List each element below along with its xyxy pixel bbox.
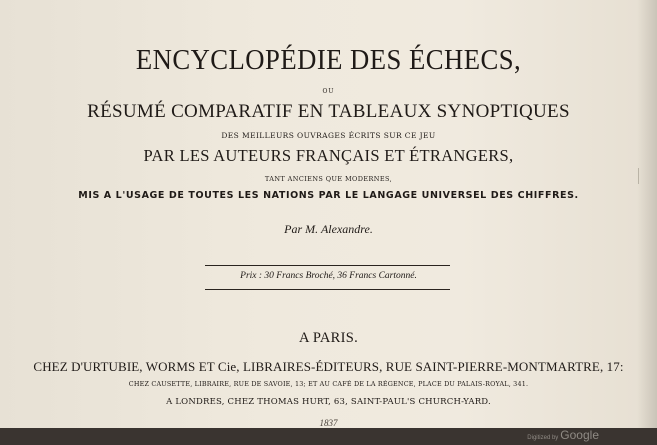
publisher-line-2: CHEZ CAUSETTE, LIBRAIRE, RUE DE SAVOIE, 13; ET AU CAFÉ DE LA RÉGENCE, PLACE DU PALAIS-ROYAL, 341. bbox=[128, 380, 529, 388]
price-rule-top bbox=[205, 265, 450, 266]
watermark-name: Google bbox=[560, 428, 599, 442]
watermark-prefix: Digitized by bbox=[527, 435, 559, 441]
publisher-line-3: A LONDRES, CHEZ THOMAS HURT, 63, SAINT-PAUL'S CHURCH-YARD. bbox=[166, 397, 491, 407]
publisher-line-1: CHEZ D'URTUBIE, WORMS ET Cie, LIBRAIRES-ÉDITEURS, RUE SAINT-PIERRE-MONTMARTRE, 17: bbox=[33, 359, 624, 374]
title-connector: OU bbox=[322, 88, 335, 95]
digitization-watermark bbox=[527, 428, 599, 442]
publication-year: 1837 bbox=[319, 418, 338, 428]
price-rule-bottom bbox=[205, 289, 450, 290]
subtitle-note: DES MEILLEURS OUVRAGES ÉCRITS SUR CE JEU bbox=[221, 131, 436, 140]
usage-line: MIS A L'USAGE DE TOUTES LES NATIONS PAR LE LANGAGE UNIVERSEL DES CHIFFRES. bbox=[78, 190, 579, 201]
authors-note: TANT ANCIENS QUE MODERNES, bbox=[264, 175, 393, 183]
author-name: Par M. Alexandre. bbox=[284, 222, 373, 236]
book-title: ENCYCLOPÉDIE DES ÉCHECS, bbox=[135, 44, 522, 76]
authors-line: PAR LES AUTEURS FRANÇAIS ET ÉTRANGERS, bbox=[143, 146, 514, 165]
publisher-city: A PARIS. bbox=[298, 330, 359, 346]
price-line: Prix : 30 Francs Broché, 36 Francs Cartonné. bbox=[240, 271, 417, 281]
book-subtitle: RÉSUMÉ COMPARATIF EN TABLEAUX SYNOPTIQUES bbox=[87, 101, 570, 122]
